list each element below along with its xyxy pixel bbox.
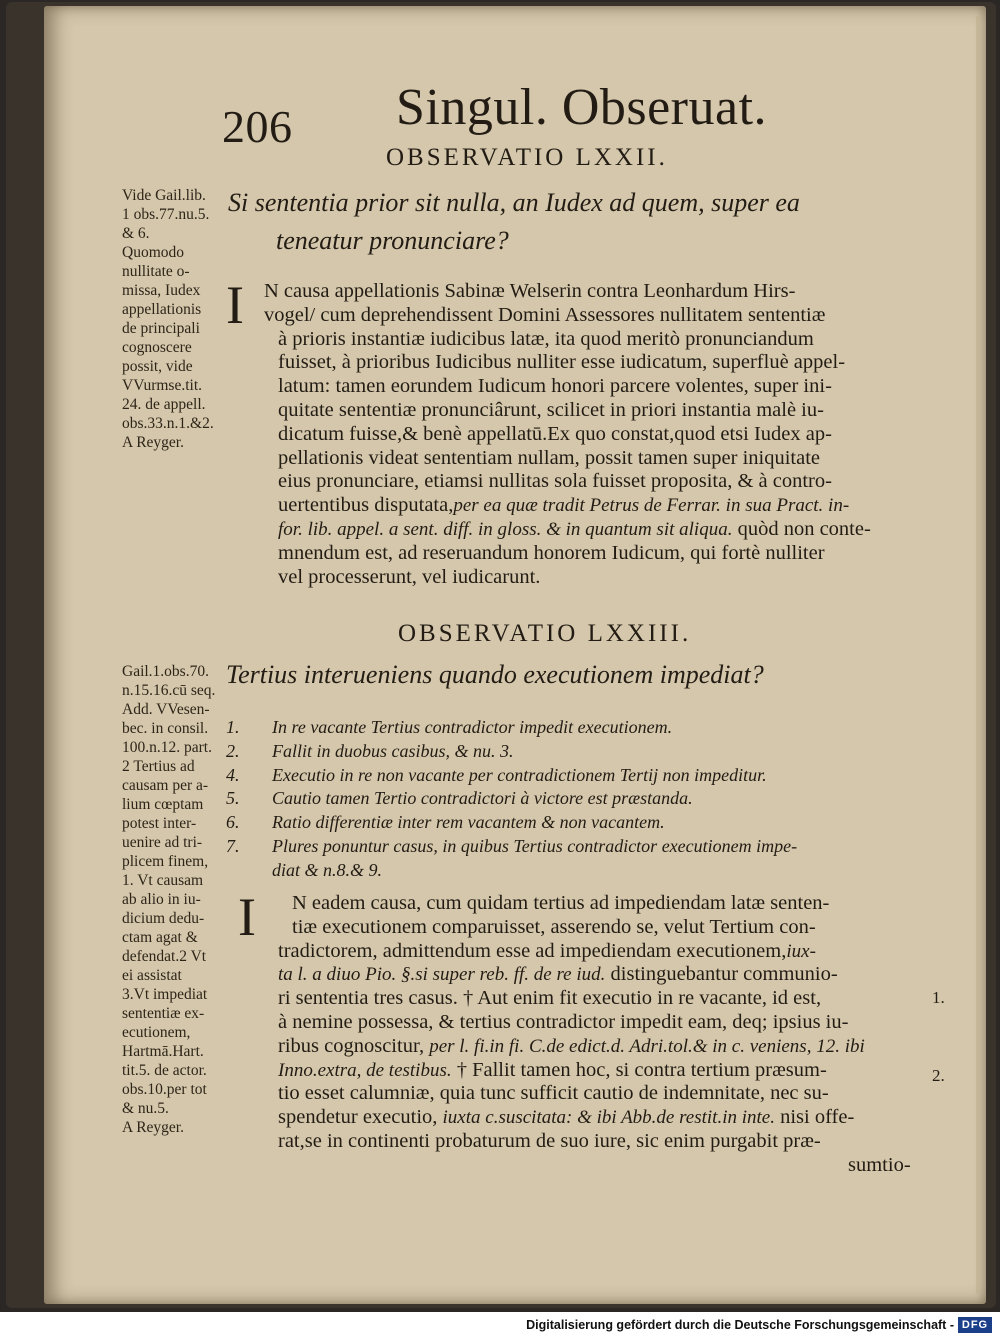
body-line: eius pronunciare, etiamsi nullitas sola fuisset proposita, & à contro- [278, 470, 832, 493]
body-line: ri sententia tres casus. † Aut enim fit executio in re vacante, id est, [278, 987, 822, 1010]
body-text: quòd non conte- [737, 517, 871, 540]
observatio-73-heading: OBSERVATIO LXXIII. [398, 620, 692, 647]
observatio-73-title: Tertius interueniens quando executionem impediat? [226, 660, 764, 689]
margin-line: cognoscere [122, 339, 192, 356]
body-line: mnendum est, ad reseruandum honorem Iudicum, qui fortè nulliter [278, 541, 825, 564]
body-line [226, 1106, 911, 1130]
margin-line: 24. de appell. [122, 396, 206, 413]
summary-text: Fallit in duobus casibus, & nu. 3. [272, 740, 514, 761]
summary-text: Ratio differentiæ inter rem vacantem & non vacantem. [272, 812, 665, 833]
margin-line: potest inter- [122, 815, 197, 832]
body-text: uertentibus disputata, [278, 494, 454, 517]
summary-number: 7. [226, 835, 240, 856]
margin-line: 1. Vt causam [122, 872, 204, 889]
body-line: quitate sententiæ pronunciârunt, scilicet in priori instantia malè iu- [278, 398, 824, 421]
summary-text: In re vacante Tertius contradictor impedit executionem. [272, 717, 673, 737]
body-line: sumtio- [848, 1153, 911, 1176]
margin-line: 1 obs.77.nu.5. [122, 206, 210, 223]
margin-line: n.15.16.cū seq. [122, 682, 216, 699]
observatio-72-heading: OBSERVATIO LXXII. [386, 144, 668, 171]
margin-line: missa, Iudex [122, 282, 201, 299]
margin-line: ecutionem, [122, 1024, 191, 1041]
body-line: rat,se in continenti probaturum de suo iure, sic enim purgabit præ- [278, 1129, 821, 1152]
digitization-footer [0, 1312, 1000, 1338]
margin-line: ab alio in iu- [122, 891, 201, 908]
body-text: spendetur executio, [278, 1106, 438, 1129]
margin-line: 3.Vt impediat [122, 986, 208, 1003]
margin-line: de principali [122, 320, 200, 337]
summary-item [226, 740, 797, 764]
body-text: tradictorem, admittendum esse ad impediendam executionem, [278, 939, 787, 962]
observatio-72-body [226, 275, 871, 589]
observatio-73-body [226, 887, 911, 1178]
margin-line: causam per a- [122, 777, 209, 794]
margin-line: defendat.2 Vt [122, 948, 207, 965]
margin-line: obs.10.per tot [122, 1081, 207, 1098]
margin-line: nullitate o- [122, 263, 190, 280]
margin-line: A Reyger. [122, 1119, 184, 1136]
margin-line: bec. in consil. [122, 720, 209, 737]
summary-number: 2. [226, 740, 240, 761]
summary-number: 6. [226, 812, 240, 833]
margin-line: Gail.1.obs.70. [122, 663, 209, 680]
citation: iux- [786, 940, 816, 962]
summary-item [226, 835, 797, 859]
citation: Inno.extra, de testibus. [278, 1059, 452, 1081]
body-line: N eadem causa, cum quidam tertius ad impediendam latæ senten- [292, 892, 830, 914]
summary-number: 4. [226, 764, 240, 785]
summary-item [226, 859, 797, 883]
summary-number: 5. [226, 788, 240, 809]
summary-text: diat & n.8.& 9. [272, 859, 383, 880]
margin-line: lium cœptam [122, 796, 204, 813]
dagger: † [456, 1058, 467, 1081]
margin-line: obs.33.n.1.&2. [122, 415, 214, 432]
margin-line: Quomodo [122, 244, 184, 261]
summary-text: Plures ponuntur casus, in quibus Tertius contradictor executionem impe- [272, 835, 798, 856]
body-line [226, 1035, 911, 1059]
body-line [226, 963, 911, 987]
body-line: tio esset calumniæ, quia tunc sufficit cautio de indemnitate, nec su- [278, 1082, 829, 1105]
body-line: fuisset, à prioribus Iudicibus nulliter esse iudicatum, superfluè appel- [278, 351, 846, 374]
body-line: latum: tamen eorundem Iudicum honori parcere volentes, super ini- [278, 375, 832, 398]
margin-line: possit, vide [122, 358, 193, 375]
body-line: à prioris instantiæ iudicibus latæ, ita quod meritò pronunciandum [278, 327, 814, 350]
summary-text: Executio in re non vacante per contradictionem Tertij non impeditur. [272, 764, 767, 785]
body-line [226, 940, 911, 964]
margin-line: tit.5. de actor. [122, 1062, 207, 1079]
margin-line: plicem finem, [122, 853, 209, 870]
margin-line: ei assistat [122, 967, 182, 984]
margin-line: uenire ad tri- [122, 834, 203, 851]
body-text: nisi offe- [780, 1106, 855, 1129]
margin-line: ctam agat & [122, 929, 198, 946]
body-line: vel processerunt, vel iudicarunt. [278, 565, 541, 588]
body-text: Fallit tamen hoc, si contra tertium præsum- [472, 1058, 827, 1081]
drop-cap-73: I [238, 887, 256, 947]
summary-number: 1. [226, 717, 240, 737]
margin-line: Add. VVesen- [122, 701, 210, 718]
page-number: 206 [222, 101, 293, 152]
body-line: à nemine possessa, & tertius contradictor impedit eam, deq; ipsius iu- [278, 1010, 849, 1033]
footer-credit: Digitalisierung gefördert durch die Deutsche Forschungsgemeinschaft - [526, 1318, 954, 1332]
body-line [226, 518, 871, 542]
margin-line: 100.n.12. part. [122, 739, 212, 756]
observatio-72-title-line-2: teneatur pronunciare? [276, 226, 509, 255]
summary-item [226, 787, 797, 811]
drop-cap-72: I [226, 275, 244, 335]
summary-text: Cautio tamen Tertio contradictori à victore est præstanda. [272, 788, 693, 809]
summary-item [226, 764, 797, 788]
margin-line: A Reyger. [122, 434, 184, 451]
observatio-72-title-line-1: Si sententia prior sit nulla, an Iudex ad quem, super ea [228, 188, 800, 217]
body-line [226, 1059, 911, 1083]
citation: for. lib. appel. a sent. diff. in gloss. & in quantum sit aliqua. [278, 518, 733, 540]
margin-line: & nu.5. [122, 1100, 169, 1117]
dfg-logo-icon: DFG [958, 1317, 992, 1333]
margin-line: Hartmā.Hart. [122, 1043, 204, 1060]
right-margin-number: 1. [932, 988, 945, 1007]
margin-line: Vide Gail.lib. [122, 187, 206, 204]
body-text: distinguebantur communio- [610, 963, 838, 986]
body-line: tiæ executionem comparuisset, asserendo se, velut Tertium con- [292, 915, 816, 938]
running-title: Singul. Obseruat. [396, 79, 768, 136]
summary-item [226, 811, 797, 835]
body-line [226, 494, 871, 518]
margin-line: VVurmse.tit. [122, 377, 203, 394]
body-line: pellationis videat sententiam nullam, possit tamen super iniquitate [278, 446, 820, 469]
right-margin-number: 2. [932, 1066, 945, 1085]
margin-line: sententiæ ex- [122, 1005, 205, 1022]
summary-item [226, 716, 797, 740]
margin-line: appellationis [122, 301, 202, 318]
citation: iuxta c.suscitata: & ibi Abb.de restit.in inte. [442, 1107, 775, 1129]
margin-line: 2 Tertius ad [122, 758, 195, 775]
margin-line: dicium dedu- [122, 910, 205, 927]
body-line: vogel/ cum deprehendissent Domini Assessores nullitatem sententiæ [264, 303, 826, 326]
summary-list [226, 716, 797, 883]
margin-line: & 6. [122, 225, 150, 242]
body-line: N causa appellationis Sabinæ Welserin contra Leonhardum Hirs- [264, 280, 796, 302]
citation: ta l. a diuo Pio. §.si super reb. ff. de re iud. [278, 964, 606, 986]
citation: per l. fi.in fi. C.de edict.d. Adri.tol.& in c. veniens, 12. ibi [429, 1035, 865, 1057]
citation: per ea quæ tradit Petrus de Ferrar. in sua Pract. in- [453, 495, 850, 517]
body-line: dicatum fuisse,& benè appellatū.Ex quo constat,quod etsi Iudex ap- [278, 422, 832, 445]
body-text: ribus cognoscitur, [278, 1034, 425, 1057]
